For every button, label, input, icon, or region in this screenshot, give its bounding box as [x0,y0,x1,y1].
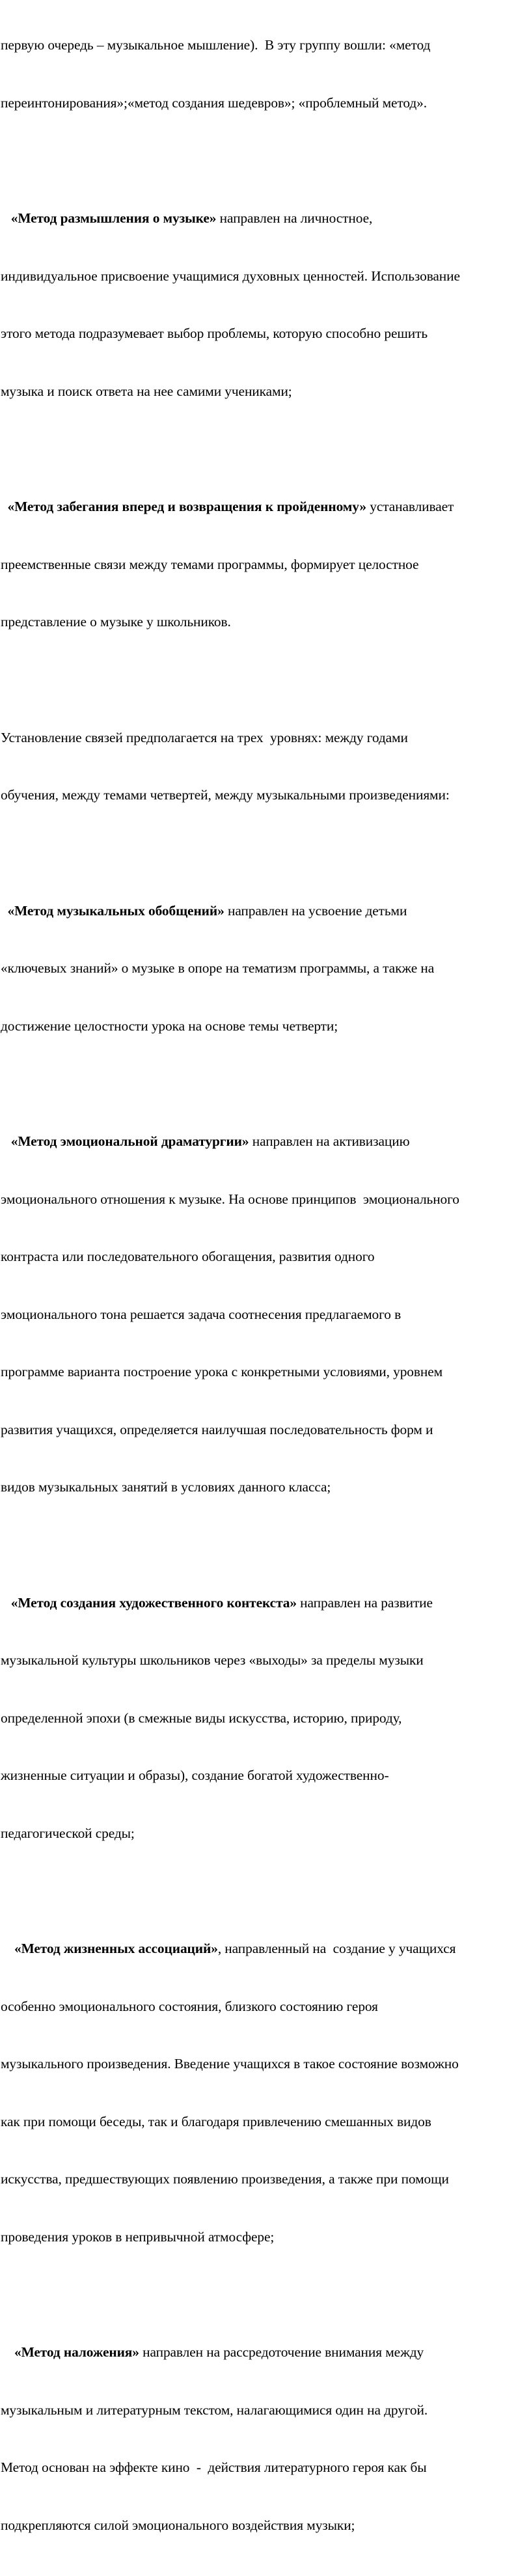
text-line: определенной эпохи (в смежные виды искусства, историю, природу, [1,1710,402,1726]
text-line: этого метода подразумевает выбор проблемы, которую способно решить [1,325,428,341]
paragraph-gap [1,151,531,171]
indent [1,1941,14,1956]
text-line: жизненные ситуации и образы), создание богатой художественно- [1,1767,389,1783]
paragraph-connections [1,690,531,844]
text-run: направлен на развитие [296,1594,433,1611]
text-line: искусства, предшествующих появлению произведения, а также при помощи [1,2171,449,2187]
method-title: «Метод наложения» [14,2344,139,2360]
paragraph-gap [1,1074,531,1094]
text-line: как при помощи беседы, так и благодаря привлечению смешанных видов [1,2113,431,2129]
text-line [1,1939,531,1959]
text-line: первую очередь – музыкальное мышление). В эту группу вошли: «метод [1,37,431,53]
text-run: устанавливает [366,499,454,514]
text-line [1,1132,531,1152]
text-line: особенно эмоционального состояния, близкого состоянию героя [1,1998,378,2014]
text-line: представление о музыке у школьников. [1,614,231,630]
paragraph-overlay-method [1,2305,531,2573]
text-line [1,902,531,921]
text-run: направлен на рассредоточение внимания между [139,2344,424,2360]
text-line: переинтонирования»;«метод создания шедевров»; «проблемный метод». [1,94,428,111]
indent [1,2344,14,2360]
method-title: «Метод создания художественного контекста» [10,1594,297,1611]
text-line: музыкальным и литературным текстом, налагающимися один на другой. [1,2402,428,2418]
text-line: «ключевых знаний» о музыке в опоре на тематизм программы, а также на [1,960,435,976]
paragraph-dramaturgy-method [1,1094,531,1536]
text-line: Установление связей предполагается на трех уровнях: между годами [1,729,408,745]
text-run: направлен на усвоение детьми [224,902,407,919]
indent [1,1595,11,1611]
text-line: музыка и поиск ответа на нее самими учениками; [1,383,292,399]
text-line [1,1594,531,1613]
text-line: видов музыкальных занятий в условиях данного класса; [1,1479,331,1495]
text-line: эмоционального отношения к музыке. На основе принципов эмоционального [1,1191,459,1207]
text-line: проведения уроков в непривычной атмосфере; [1,2228,275,2245]
paragraph-gap [1,844,531,863]
paragraph-forward-backward-method [1,459,531,671]
paragraph-generalization-method [1,863,531,1075]
paragraph-gap [1,2285,531,2305]
text-line: педагогической среды; [1,1825,135,1841]
text-run: направлен на активизацию [249,1133,410,1149]
paragraph-gap [1,439,531,459]
text-line: контраста или последовательного обогащения, развития одного [1,1249,375,1264]
text-line [1,209,531,229]
text-line: Метод основан на эффекте кино - действия литературного героя как бы [1,2459,427,2475]
text-line: музыкального произведения. Введение учащихся в такое состояние возможно [1,2056,459,2071]
method-title: «Метод эмоциональной драматургии» [10,1133,249,1149]
method-title: «Метод музыкальных обобщений» [7,902,225,919]
paragraph-gap [1,1536,531,1555]
text-line: эмоционального тона решается задача соотнесения предлагаемого в [1,1306,402,1322]
method-title: «Метод размышления о музыке» [10,210,217,226]
text-line: достижение целостности урока на основе темы четверти; [1,1018,338,1034]
paragraph-context-method [1,1555,531,1882]
text-line [1,2343,531,2362]
method-title: «Метод жизненных ассоциаций» [14,1941,218,1956]
indent [1,210,11,226]
paragraph-associations-method [1,1901,531,2285]
text-line: развития учащихся, определяется наилучшая последовательность форм и [1,1421,433,1437]
text-run: , направленный на создание у учащихся [217,1941,456,1956]
text-line: преемственные связи между темами программы, формирует целостное [1,556,419,572]
indent [1,903,8,919]
indent [1,499,8,514]
text-line: индивидуальное присвоение учащимися духовных ценностей. Использование [1,268,460,284]
text-line [1,497,531,517]
text-line: обучения, между темами четвертей, между музыкальными произведениями: [1,787,450,803]
text-line: музыкальной культуры школьников через «выходы» за пределы музыки [1,1652,424,1668]
indent [1,1133,11,1149]
paragraph-gap [1,671,531,690]
paragraph-gap [1,1881,531,1901]
text-run: направлен на личностное, [216,210,373,226]
text-line: программе варианта построение урока с конкретными условиями, уровнем [1,1364,443,1379]
paragraph-reflection-method [1,171,531,439]
method-title: «Метод забегания вперед и возвращения к пройденному» [7,499,366,514]
paragraph-intro [1,0,531,151]
text-line: подкрепляются силой эмоционального воздействия музыки; [1,2517,355,2533]
